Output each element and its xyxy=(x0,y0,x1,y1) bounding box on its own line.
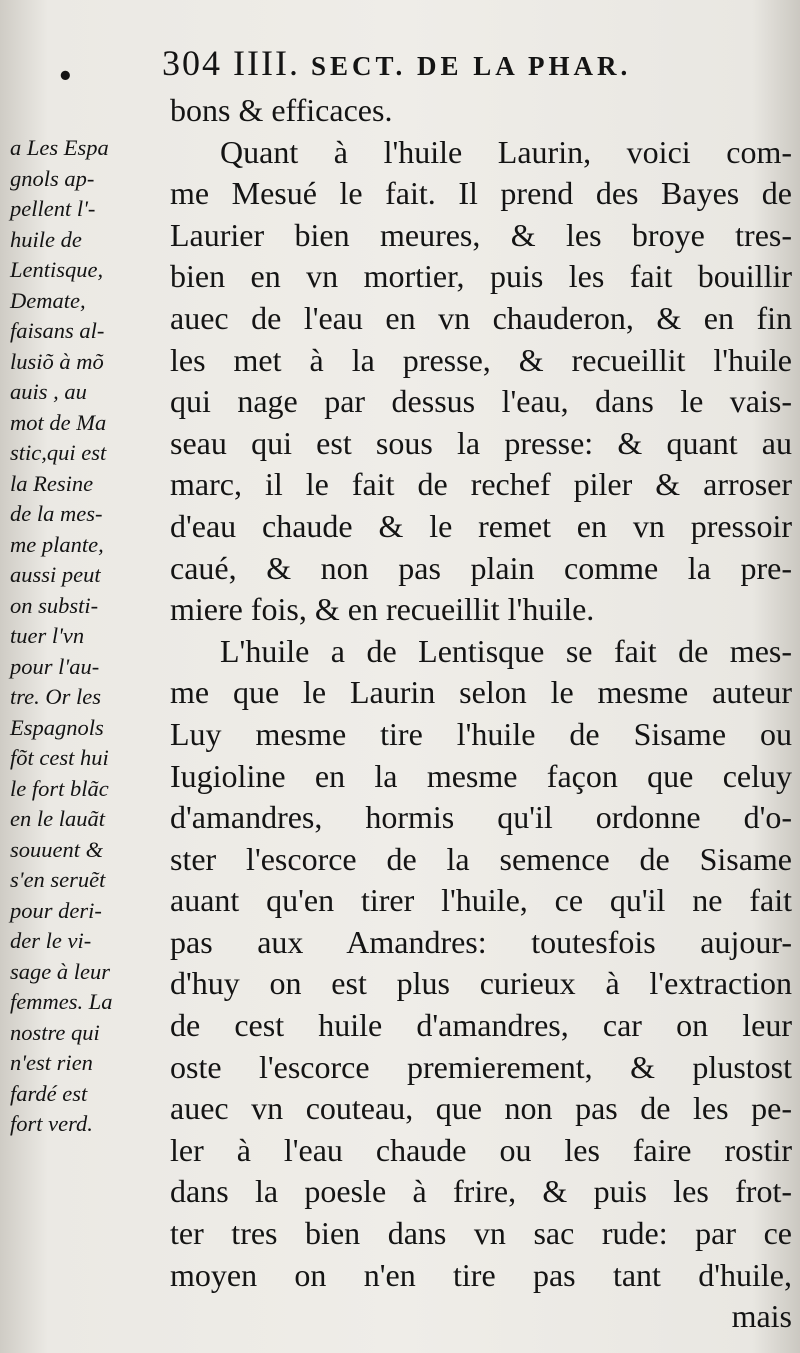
margin-line: pour deri- xyxy=(10,897,102,923)
text-line: ter tres bien dans vn sac rude: par ce xyxy=(170,1215,792,1252)
margin-line: sage à leur xyxy=(10,958,110,984)
margin-line: Lentisque, xyxy=(10,257,104,282)
margin-line: de la mes- xyxy=(10,501,103,526)
text-line: Luy mesme tire l'huile de Sisame ou xyxy=(170,715,792,752)
margin-line: souuent & xyxy=(10,836,104,862)
margin-line: fõt cest hui xyxy=(10,745,109,770)
text-line: oste l'escorce premierement, & plustost xyxy=(170,1048,792,1085)
margin-line: Espagnols xyxy=(10,714,104,740)
text-line: d'eau chaude & le remet en vn pressoir xyxy=(170,507,792,544)
margin-line: auis , au xyxy=(10,379,87,404)
margin-line: stic,qui est xyxy=(10,440,107,465)
margin-line: mot de Ma xyxy=(10,409,107,435)
margin-line: la Resine xyxy=(10,470,94,496)
text-line: ler à l'eau chaude ou les faire rostir xyxy=(170,1131,792,1168)
text-line: pas aux Amandres: toutesfois aujour- xyxy=(170,923,792,960)
margin-line: fort verd. xyxy=(10,1111,93,1136)
margin-line: pellent l'- xyxy=(10,196,96,221)
running-header xyxy=(162,42,787,84)
text-line: de cest huile d'amandres, car on leur xyxy=(170,1007,792,1044)
margin-line: en le lauãt xyxy=(10,806,105,831)
margin-line: aussi peut xyxy=(10,562,101,587)
text-line: dans la poesle à frire, & puis les frot- xyxy=(170,1173,792,1210)
page-number: 304 xyxy=(162,43,222,83)
text-line: auec vn couteau, que non pas de les pe- xyxy=(170,1090,792,1127)
text-line: marc, il le fait de rechef piler & arroser xyxy=(170,466,792,503)
margin-line: Demate, xyxy=(10,287,86,313)
text-line: caué, & non pas plain comme la pre- xyxy=(170,549,792,586)
margin-line: s'en seruẽt xyxy=(10,867,106,892)
text-line: d'huy on est plus curieux à l'extraction xyxy=(170,965,792,1002)
body-text xyxy=(170,90,792,1338)
margin-line: femmes. La xyxy=(10,989,113,1014)
margin-line: nostre qui xyxy=(10,1019,100,1045)
margin-line: n'est rien xyxy=(10,1050,93,1075)
margin-line: huile de xyxy=(10,226,82,252)
margin-line: le fort blãc xyxy=(10,775,109,801)
text-line: moyen on n'en tire pas tant d'huile, xyxy=(170,1256,792,1293)
text-line: les met à la presse, & recueillit l'huile xyxy=(170,341,792,378)
text-line: d'amandres, hormis qu'il ordonne d'o- xyxy=(170,799,792,836)
margin-note xyxy=(10,133,170,1140)
catchword: mais xyxy=(731,1298,792,1335)
margin-line: on substi- xyxy=(10,592,99,618)
text-line: ster l'escorce de la semence de Sisame xyxy=(170,840,792,877)
text-line: Laurier bien meures, & les broye tres- xyxy=(170,216,792,253)
margin-line: faisans al- xyxy=(10,318,105,343)
text-line: me Mesué le fait. Il prend des Bayes de xyxy=(170,175,792,212)
margin-line: fardé est xyxy=(10,1080,88,1106)
margin-line: a Les Espa xyxy=(10,135,109,160)
header-title: SECT. DE LA PHAR. xyxy=(310,51,632,81)
text-line: L'huile a de Lentisque se fait de mes- xyxy=(220,632,792,669)
text-line: seau qui est sous la presse: & quant au xyxy=(170,424,792,461)
text-line: miere fois, & en recueillit l'huile. xyxy=(170,591,595,628)
text-line: qui nage par dessus l'eau, dans le vais- xyxy=(170,383,792,420)
text-line: bons & efficaces. xyxy=(170,92,393,128)
margin-line: me plante, xyxy=(10,531,104,557)
text-line: Quant à l'huile Laurin, voici com- xyxy=(220,133,792,170)
text-line: bien en vn mortier, puis les fait bouillir xyxy=(170,258,792,295)
text-line: Iugioline en la mesme façon que celuy xyxy=(170,757,792,794)
text-line: auant qu'en tirer l'huile, ce qu'il ne fait xyxy=(170,882,792,919)
text-line: me que le Laurin selon le mesme auteur xyxy=(170,674,792,711)
text-line: auec de l'eau en vn chauderon, & en fin xyxy=(170,299,792,336)
margin-line: gnols ap- xyxy=(10,165,95,191)
section-number: IIII. xyxy=(233,43,300,83)
margin-line: tre. Or les xyxy=(10,684,102,709)
margin-line: der le vi- xyxy=(10,928,92,953)
margin-line: lusiõ à mõ xyxy=(10,348,104,374)
margin-line: pour l'au- xyxy=(10,653,100,679)
margin-line: tuer l'vn xyxy=(10,623,85,648)
ink-mark: • xyxy=(57,62,74,92)
